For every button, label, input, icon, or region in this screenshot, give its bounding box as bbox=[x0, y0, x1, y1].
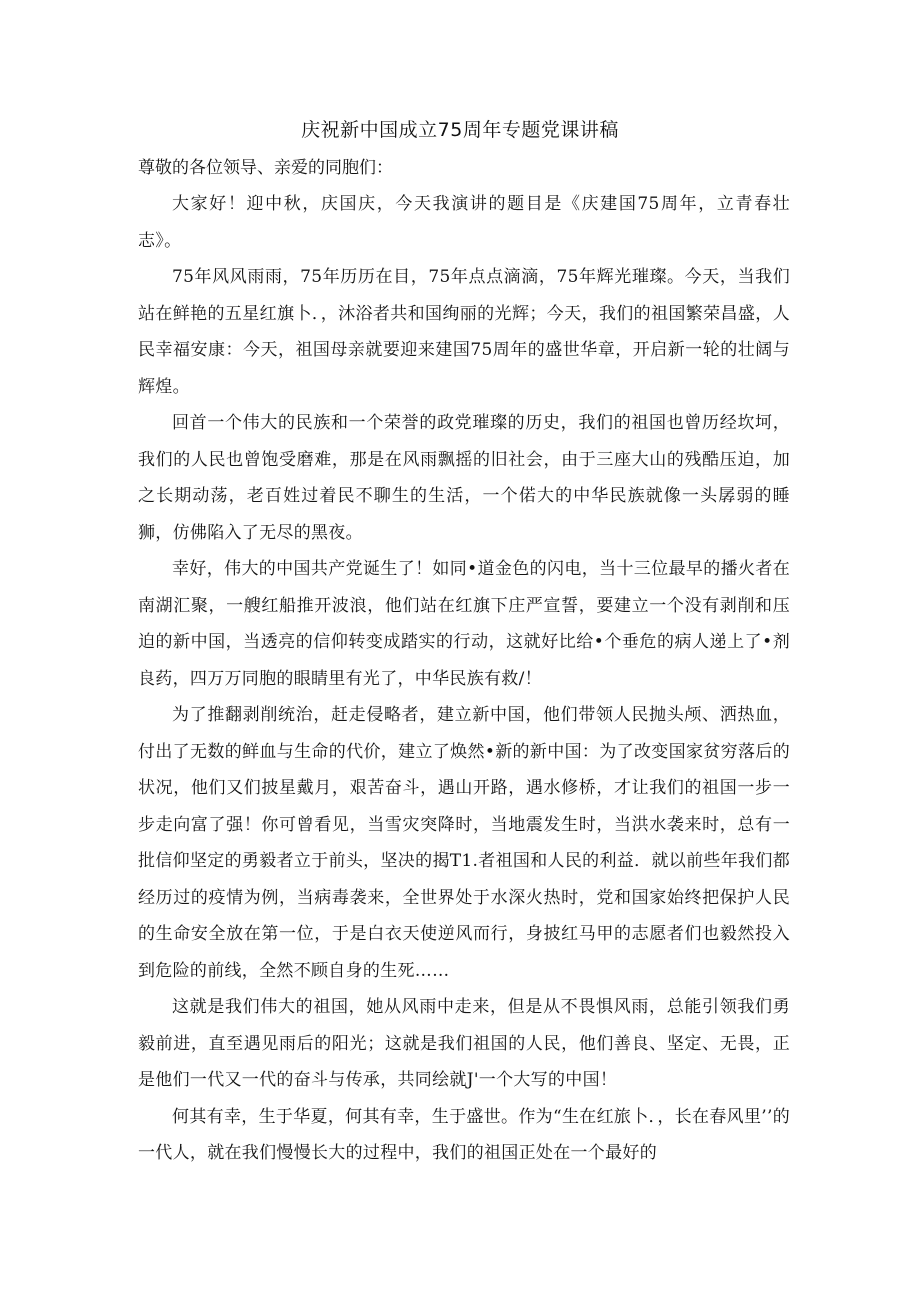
paragraph-7: 何其有幸，生于华夏，何其有幸，生于盛世。作为“生在红旅卜．，长在春风里’’的一代人，就在我们慢慢长大的过程中，我们的祖国正处在一个最好的 bbox=[138, 1106, 790, 1163]
greeting-line: 尊敬的各位领导、亲爱的同胞们： bbox=[138, 158, 393, 178]
document-title: 庆祝新中国成立75周年专题党课讲稿 bbox=[301, 119, 619, 141]
paragraph-2: 75年风风雨雨，75年历历在目，75年点点滴滴，75年辉光璀璨。今天，当我们站在鲜艳的五星红旗卜．，沐浴者共和国绚丽的光辉；今天，我们的祖国繁荣昌盛，人民幸福安康：今天，祖国母亲就要迎来建国75周年的盛世华章，开启新一轮的壮阔与辉煌。 bbox=[138, 267, 790, 397]
paragraph-5: 为了推翻剥削统治，赶走侵略者，建立新中国，他们带领人民抛头颅、洒热血，付出了无数的鲜血与生命的代价，建立了焕然•新的新中国：为了改变国家贫穷落后的状况，他们又们披星戴月，艰苦奋斗，遇山开路，遇水修桥，才让我们的祖国一步一步走向富了强！你可曾看见，当雪灾突降时，当地震发生时，当洪水袭来时，总有一批信仰坚定的勇毅者立于前头，坚决的揭T1.者祖国和人民的利益．就以前些年我们都经历过的疫情为例，当病毒袭来，全世界处于水深火热时，党和国家始终把保护人民的生命安全放在第一位，于是白衣天使逆风而行，身披红马甲的志愿者们也毅然投入到危险的前线，全然不顾自身的生死…… bbox=[138, 705, 790, 981]
document-body bbox=[138, 150, 790, 1172]
paragraph-4: 幸好，伟大的中国共产党诞生了！如同•道金色的闪电，当十三位最早的播火者在南湖汇聚，一艘红船推开波浪，他们站在红旗下庄严宣誓，要建立一个没有剥削和压迫的新中国，当透亮的信仰转变成踏实的行动，这就好比给•个垂危的病人递上了•剂良药，四万万同胞的眼睛里有光了，中华民族有救/！ bbox=[138, 559, 790, 689]
paragraph-3: 回首一个伟大的民族和一个荣誉的政党璀璨的历史，我们的祖国也曾历经坎坷，我们的人民也曾饱受磨难，那是在风雨飘摇的旧社会，由于三座大山的残酷压迫，加之长期动荡，老百姓过着民不聊生的生活，一个偌大的中华民族就像一头孱弱的睡狮，仿佛陷入了无尽的黑夜。 bbox=[138, 413, 790, 543]
paragraph-1: 大家好！迎中秋，庆国庆，今天我演讲的题目是《庆建国75周年，立青春壮志》。 bbox=[138, 194, 790, 251]
paragraph-6: 这就是我们伟大的祖国，她从风雨中走来，但是从不畏惧风雨，总能引领我们勇毅前进，直至遇见雨后的阳光；这就是我们祖国的人民，他们善良、坚定、无畏，正是他们一代又一代的奋斗与传承，共同绘就J'一个大写的中国！ bbox=[138, 997, 790, 1090]
